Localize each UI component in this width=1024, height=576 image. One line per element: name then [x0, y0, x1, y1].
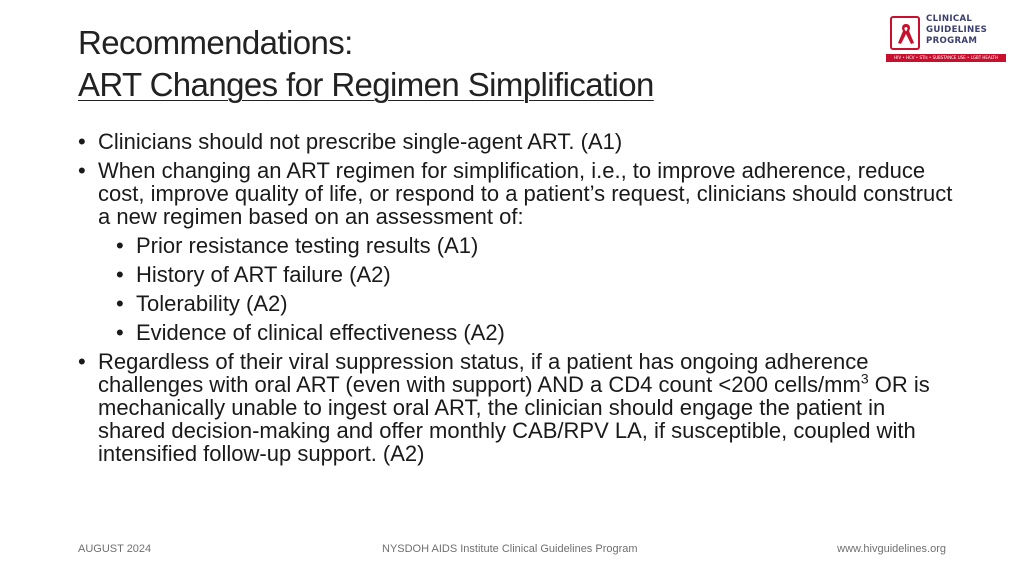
bullet-cab-rpv: [78, 350, 958, 465]
bullet-text-part-2: OR is mechanically unable to ingest oral ART, the clinician should engage the patient in shared decision-making and offer monthly CAB/RPV LA, if susceptible, coupled with intensified follow-up support. (A2): [98, 372, 930, 466]
sub-bullet-list: [78, 234, 958, 344]
title-line-1: Recommendations:: [78, 24, 353, 61]
logo-line-1: CLINICAL: [926, 14, 973, 24]
logo-tagline: HIV • HCV • STIs • SUBSTANCE USE • LGBT HEALTH: [886, 54, 1006, 62]
logo-text: [926, 14, 987, 47]
bullet-text: When changing an ART regimen for simplification, i.e., to improve adherence, reduce cost, improve quality of life, or respond to a patient’s request, clinicians should construct a new regimen based on an assessment of:: [98, 158, 953, 229]
logo-line-2: GUIDELINES: [926, 25, 988, 35]
superscript: 3: [860, 370, 869, 387]
slide-body: [78, 130, 958, 471]
sub-bullet: • History of ART failure (A2): [78, 263, 958, 286]
logo-line-3: PROGRAM: [926, 36, 978, 46]
bullet-text: Clinicians should not prescribe single-agent ART. (A1): [98, 129, 623, 154]
slide-title: [78, 22, 654, 106]
bullet-single-agent: [78, 130, 958, 153]
awareness-ribbon-icon: [895, 21, 917, 47]
sub-bullet: • Evidence of clinical effectiveness (A2): [78, 321, 958, 344]
footer-date: AUGUST 2024: [78, 543, 152, 555]
footer-organization: NYSDOH AIDS Institute Clinical Guidelines Program: [382, 543, 638, 555]
clinical-guidelines-logo: [884, 14, 1008, 64]
bullet-regimen-change: [78, 159, 958, 228]
sub-bullet: • Prior resistance testing results (A1): [78, 234, 958, 257]
logo-frame: [890, 16, 920, 50]
title-line-2: ART Changes for Regimen Simplification: [78, 66, 654, 103]
footer-website-link[interactable]: www.hivguidelines.org: [837, 543, 946, 555]
sub-bullet: • Tolerability (A2): [78, 292, 958, 315]
bullet-text-part-1: Regardless of their viral suppression status, if a patient has ongoing adherence challenges with oral ART (even with support) AND a CD4 count <200 cells/mm: [98, 349, 869, 397]
